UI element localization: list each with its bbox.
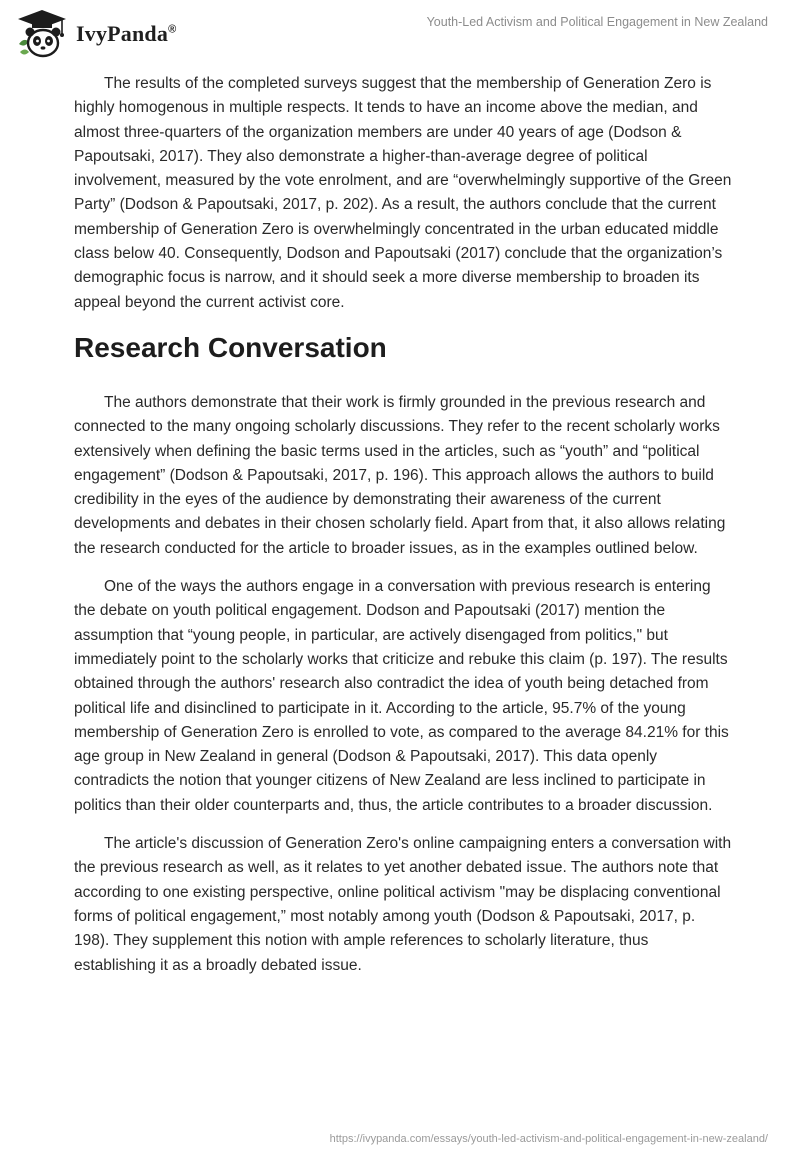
- brand-name: [76, 21, 176, 47]
- trademark-symbol: ®: [168, 23, 177, 36]
- brand-text: IvyPanda: [76, 21, 169, 46]
- paragraph: One of the ways the authors engage in a conversation with previous research is entering the debate on youth political engagement. Dodson and Papoutsaki (2017) mention the assumption that “young people, in particular, are actively disengaged from politics," but immediately point to the scholarly works that criticize and rebuke this claim (p. 197). The results obtained through the authors' research also contradict the idea of youth being detached from political life and disinclined to participate in it. According to the article, 95.7% of the young membership of Generation Zero is enrolled to vote, as compared to the average 84.21% for this age group in New Zealand in general (Dodson & Papoutsaki, 2017). This data openly contradicts the notion that younger citizens of New Zealand are less inclined to participate in politics than their older counterparts and, thus, the article contributes to a broader discussion.: [74, 578, 729, 814]
- source-url-link[interactable]: https://ivypanda.com/essays/youth-led-activism-and-political-engagement-in-new-zealand/: [329, 1133, 768, 1145]
- essay-body: [74, 72, 734, 992]
- panda-graduate-icon: [14, 8, 70, 60]
- page-header: [0, 0, 800, 70]
- paragraph: The article's discussion of Generation Zero's online campaigning enters a conversation with the previous research as well, as it relates to yet another debated issue. The authors note that according to one existing perspective, online political activism "may be displacing conventional forms of political engagement,” most notably among youth (Dodson & Papoutsaki, 2017, p. 198). They supplement this notion with ample references to scholarly literature, thus establishing it as a broadly debated issue.: [74, 835, 732, 974]
- brand-logo[interactable]: [14, 8, 176, 60]
- paragraph: The authors demonstrate that their work is firmly grounded in the previous research and connected to the many ongoing scholarly discussions. They refer to the recent scholarly works extensively when defining the basic terms used in the articles, such as “youth” and “political engagement” (Dodson & Papoutsaki, 2017, p. 196). This approach allows the authors to build credibility in the eyes of the audience by demonstrating their awareness of the current developments and debates in their chosen scholarly field. Apart from that, it also allows relating the research conducted for the article to broader issues, as in the examples outlined below.: [74, 393, 726, 557]
- section-heading: Research Conversation: [74, 331, 387, 363]
- paragraph: The results of the completed surveys suggest that the membership of Generation Zero is highly homogenous in multiple respects. It tends to have an income above the median, and almost three-quarters of the organization members are under 40 years of age (Dodson & Papoutsaki, 2017). They also demonstrate a higher-than-average degree of political involvement, measured by the vote enrolment, and are “overwhelmingly supportive of the Green Party” (Dodson & Papoutsaki, 2017, p. 202). As a result, the authors conclude that the current membership of Generation Zero is overwhelmingly concentrated in the urban educated middle class below 40. Consequently, Dodson and Papoutsaki (2017) conclude that the organization’s demographic focus is narrow, and it should seek a more diverse membership to broaden its appeal beyond the current activist core.: [74, 75, 732, 311]
- running-title: Youth-Led Activism and Political Engagement in New Zealand: [426, 15, 768, 29]
